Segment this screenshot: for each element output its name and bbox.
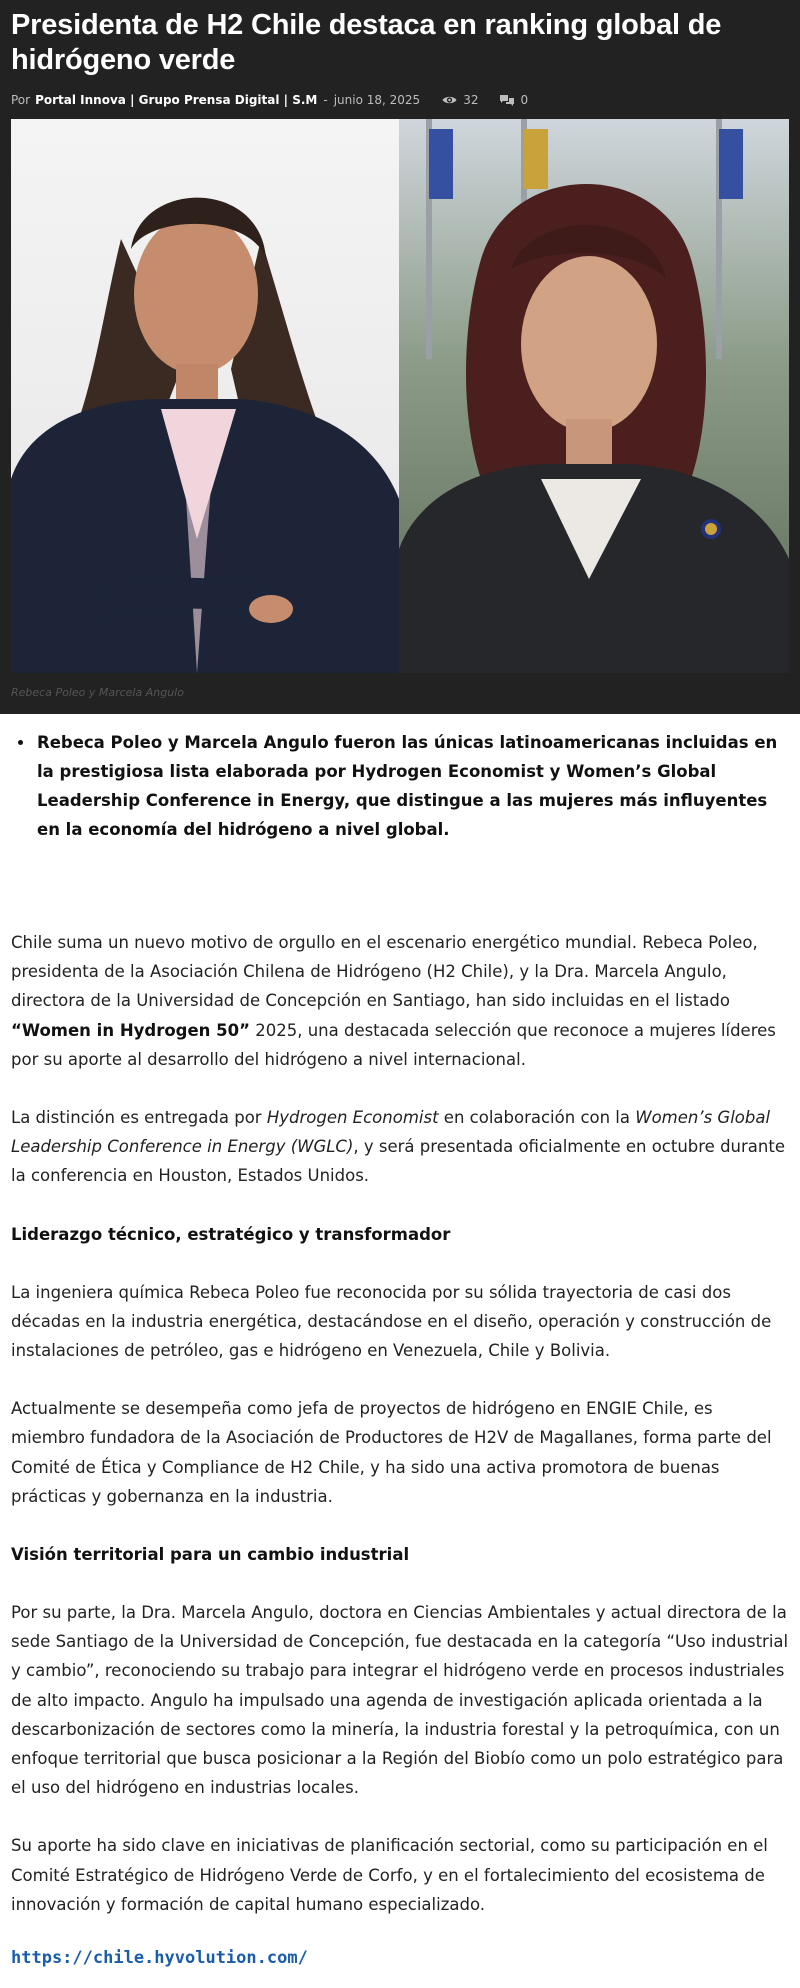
p2-text-1: La distinción es entregada por — [11, 1108, 267, 1128]
views-value: 32 — [463, 93, 479, 107]
image-caption: Rebeca Poleo y Marcela Angulo — [11, 686, 184, 699]
article-meta — [11, 85, 789, 115]
publish-date: junio 18, 2025 — [333, 93, 421, 107]
p1-list-name: “Women in Hydrogen 50” — [11, 1020, 250, 1040]
paragraph-5: Por su parte, la Dra. Marcela Angulo, doctora en Ciencias Ambientales y actual directora de la sede Santiago de la Universidad de Concepción, fue destacada en la categoría “Uso industrial y cambio”, reconociendo su trabajo para integrar el hidrógeno verde en procesos industriales de alto impacto. Angulo ha impulsado una agenda de investigación aplicada orientada a la descarbonización de sectores como la minería, la industria forestal y la petroquímica, con un enfoque territorial que busca posicionar a la Región del Biobío como un polo estratégico para el uso del hidrógeno en industrias locales. — [11, 1603, 789, 1798]
p2-text-2: en colaboración con la — [438, 1108, 636, 1128]
article-body — [0, 728, 800, 1968]
article-title: Presidenta de H2 Chile destaca en ranking global de hidrógeno verde — [11, 9, 722, 76]
eye-icon — [442, 95, 457, 105]
p1-text-start: Chile suma un nuevo motivo de orgullo en el escenario energético mundial. Rebeca Poleo, presidenta de la Asociación Chilena de Hidrógeno (H2 Chile), y la Dra. Marcela Angulo, directora de la Universidad de Concepción en Santiago, han sido incluidas en el listado — [11, 933, 758, 1011]
article-header — [0, 0, 800, 714]
p2-conference: Women’s Global Leadership Conference in Energy (WGLC) — [11, 1108, 771, 1157]
comments-value: 0 — [520, 93, 529, 107]
paragraph-3: La ingeniera química Rebeca Poleo fue reconocida por su sólida trayectoria de casi dos décadas en la industria energética, destacándose en el diseño, operación y construcción de instalaciones de petróleo, gas e hidrógeno en Venezuela, Chile y Bolivia. — [11, 1282, 772, 1361]
source-link[interactable]: https://chile.hyvolution.com/ — [11, 1948, 308, 1969]
paragraph-1 — [11, 928, 789, 1074]
p2-text-3: , y será presentada oficialmente en octubre durante la conferencia en Houston, Estados Unidos. — [11, 1137, 785, 1186]
comments-icon — [500, 95, 514, 106]
article-text — [11, 928, 789, 1968]
by-label: Por — [11, 93, 31, 107]
p2-publication: Hydrogen Economist — [266, 1108, 439, 1128]
section-heading-1: Liderazgo técnico, estratégico y transformador — [11, 1224, 451, 1244]
paragraph-6: Su aporte ha sido clave en iniciativas de planificación sectorial, como su participación en el Comité Estratégico de Hidrógeno Verde de Corfo, y en el fortalecimiento del ecosistema de innovación y formación de capital humano especializado. — [11, 1836, 768, 1914]
lead-summary: • Rebeca Poleo y Marcela Angulo fueron las únicas latinoamericanas incluidas en la prestigiosa lista elaborada por Hydrogen Economist y Women’s Global Leadership Conference in Energy, que distingue a las mujeres más influyentes en la economía del hidrógeno a nivel global. — [35, 728, 789, 844]
author-link[interactable]: Portal Innova | Grupo Prensa Digital | S.M — [35, 93, 318, 107]
p1-text-end: 2025, una destacada selección que reconoce a mujeres líderes por su aporte al desarrollo del hidrógeno a nivel internacional. — [11, 1020, 776, 1069]
featured-photo — [11, 119, 789, 673]
paragraph-2 — [11, 1103, 789, 1191]
featured-image — [11, 119, 789, 673]
section-heading-2: Visión territorial para un cambio industrial — [11, 1545, 410, 1565]
comments-count[interactable] — [500, 93, 528, 107]
views-count — [442, 93, 478, 107]
lead-list — [11, 728, 789, 844]
paragraph-4: Actualmente se desempeña como jefa de proyectos de hidrógeno en ENGIE Chile, es miembro fundadora de la Asociación de Productores de H2V de Magallanes, forma parte del Comité de Ética y Compliance de H2 Chile, y ha sido una activa promotora de buenas prácticas y gobernanza en la industria. — [11, 1399, 772, 1506]
meta-separator: - — [323, 93, 328, 107]
